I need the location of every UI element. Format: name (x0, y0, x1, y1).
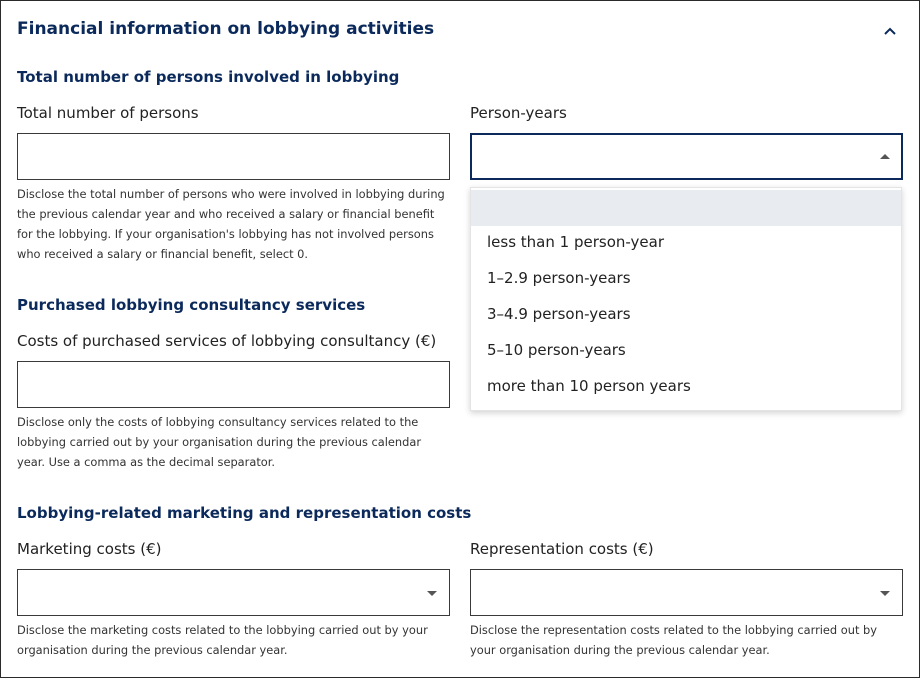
consultancy-heading: Purchased lobbying consultancy services (17, 296, 366, 314)
representation-costs-select[interactable] (470, 569, 903, 616)
dropdown-option-1-2-9[interactable]: 1–2.9 person-years (487, 269, 631, 287)
dropdown-option-less-than-1[interactable]: less than 1 person-year (487, 233, 664, 251)
marketing-costs-select[interactable] (17, 569, 450, 616)
chevron-up-icon (880, 22, 900, 42)
caret-up-icon (880, 154, 890, 159)
total-persons-label: Total number of persons (17, 104, 199, 122)
collapse-section-button[interactable] (880, 22, 900, 42)
total-persons-help: Disclose the total number of persons who were involved in lobbying during the previous calendar year and who received a salary or financial benefit for the lobbying. If your organisation's lobbying has not involved persons who received a salary or financial benefit, select 0. (17, 187, 445, 261)
caret-down-icon (880, 591, 890, 596)
marketing-costs-label: Marketing costs (€) (17, 540, 162, 558)
persons-heading: Total number of persons involved in lobbying (17, 68, 400, 86)
representation-costs-label: Representation costs (€) (470, 540, 654, 558)
section-title: Financial information on lobbying activities (17, 19, 435, 39)
dropdown-option-more-than-10[interactable]: more than 10 person years (487, 377, 691, 395)
dropdown-option-empty[interactable] (471, 190, 901, 226)
caret-down-icon (427, 591, 437, 596)
total-persons-input[interactable] (17, 133, 450, 180)
consultancy-costs-input[interactable] (17, 361, 450, 408)
marketing-costs-help: Disclose the marketing costs related to the lobbying carried out by your organisation during the previous calendar year. (17, 623, 428, 657)
dropdown-option-3-4-9[interactable]: 3–4.9 person-years (487, 305, 631, 323)
consultancy-costs-help: Disclose only the costs of lobbying consultancy services related to the lobbying carried out by your organisation during the previous calendar year. Use a comma as the decimal separator. (17, 415, 422, 469)
marketing-heading: Lobbying-related marketing and representation costs (17, 504, 472, 522)
person-years-label: Person-years (470, 104, 567, 122)
dropdown-option-5-10[interactable]: 5–10 person-years (487, 341, 626, 359)
person-years-select[interactable] (470, 133, 903, 180)
representation-costs-help: Disclose the representation costs related to the lobbying carried out by your organisation during the previous calendar year. (470, 623, 878, 657)
person-years-dropdown (470, 187, 902, 411)
consultancy-costs-label: Costs of purchased services of lobbying consultancy (€) (17, 332, 437, 350)
